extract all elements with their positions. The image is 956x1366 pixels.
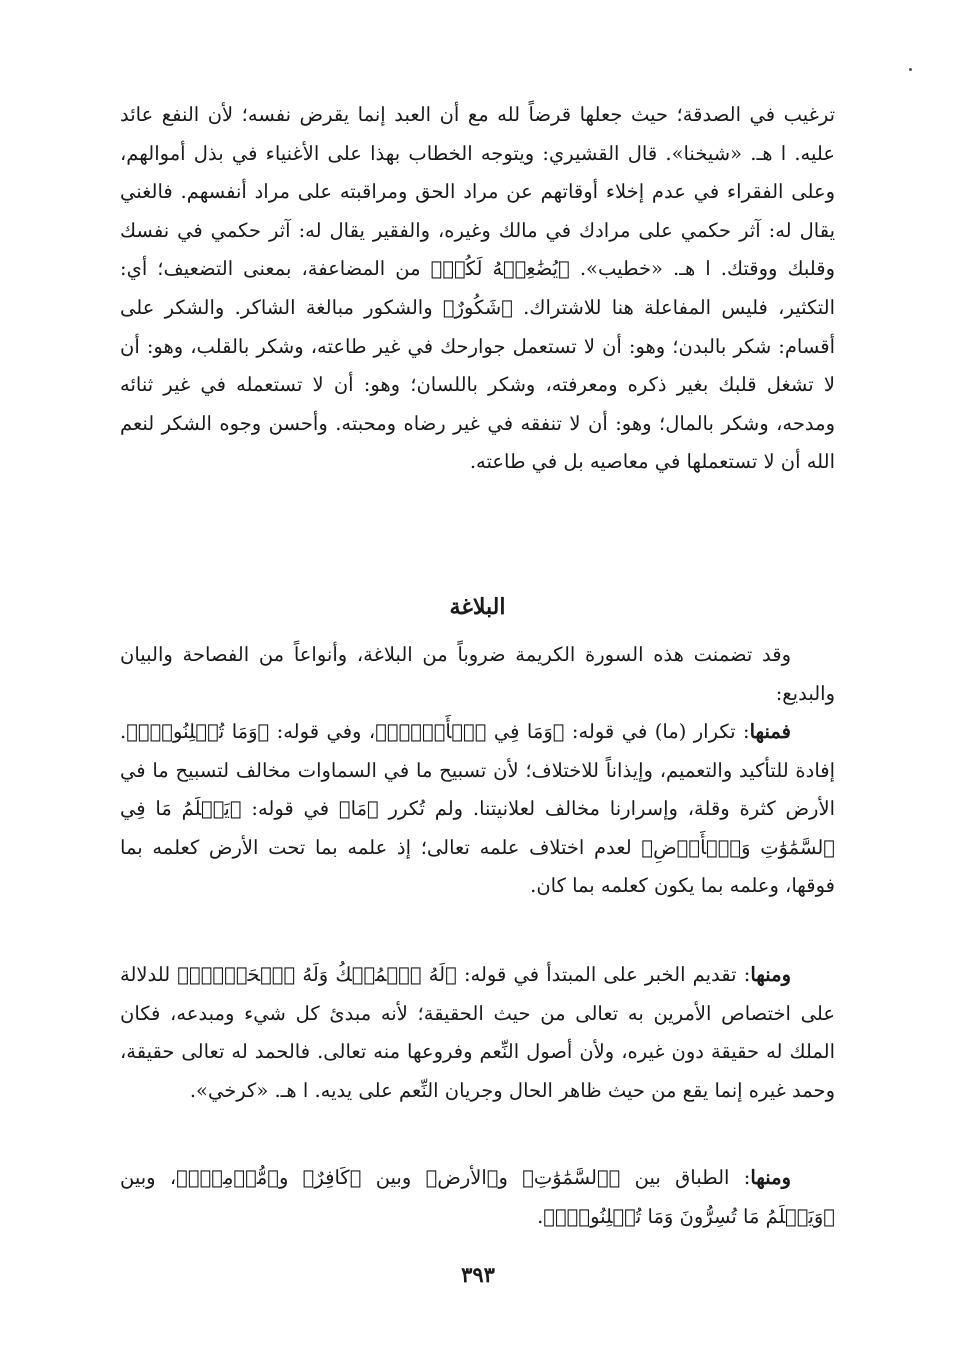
point-text: : تكرار (ما) في قوله: ﴿وَمَا فِي ٱلۡأَرۡضِۚ﴾، وفي قوله: ﴿وَمَا تُعۡلِنُونَۚ﴾. إفادة للتأكيد والتعميم، وإيذاناً للاختلاف؛ لأن تسبيح ما في السماوات مخالف لتسبيح ما في الأرض كثرة وقلة، وإسرارنا مخالف لعلانيتنا. ولم تُكرر ﴿مَا﴾ في قوله: ﴿يَعۡلَمُ مَا فِي ٱلسَّمَٰوَٰتِ وَٱلۡأَرۡضِ﴾ لعدم اختلاف علمه تعالى؛ إذ علمه بما تحت الأرض كعلمه بما فوقها، وعلمه بما يكون كعلمه بما كان. [120,720,835,898]
point-text: : الطباق بين ﴿ٱلسَّمَٰوَٰتِ﴾ و﴿الأرض﴾ وبين ﴿كَافِرٌ﴾ و﴿مُّؤۡمِنٌۚ﴾، وبين ﴿وَيَعۡلَمُ مَا تُسِرُّونَ وَمَا تُعۡلِنُونَۚ﴾. [120,1166,835,1228]
rhetoric-point-1 [120,713,835,906]
intro-paragraph: وقد تضمنت هذه السورة الكريمة ضروباً من البلاغة، وأنواعاً من الفصاحة والبيان والبديع: [120,643,835,705]
page-number: ٣٩٣ [461,1262,495,1287]
rhetoric-point-2 [120,956,835,1110]
point-lead: فمنها [749,720,791,743]
point-text: : تقديم الخبر على المبتدأ في قوله: ﴿لَهُ ٱلۡمُلۡكُ وَلَهُ ٱلۡحَمۡدُۖ﴾ للدلالة على اختصاص الأمرين به تعالى من حيث الحقيقة؛ لأنه مبدئ كل شيء ومبدعه، فكان الملك له حقيقة دون غيره، ولأن أصول النِّعم وفروعها منه تعالى. فالحمد له تعالى حقيقة، وحمد غيره إنما يقع من حيث ظاهر الحال وجريان النِّعم على يديه. ا هـ. «كرخي». [120,963,835,1102]
point-lead: ومنها [750,1166,791,1189]
scan-speck [909,68,912,71]
section-heading: البلاغة [449,594,506,620]
tafsir-paragraph: ترغيب في الصدقة؛ حيث جعلها قرضاً لله مع أن العبد إنما يقرض نفسه؛ لأن النفع عائد عليه. ا هـ. «شيخنا». قال القشيري: ويتوجه الخطاب بهذا على الأغنياء في بذل أموالهم، وعلى الفقراء في عدم إخلاء أوقاتهم عن مراد الحق ومراقبته على مراد أنفسهم. فالغني يقال له: آثر حكمي على مرادك في مالك وغيره، والفقير يقال له: آثر حكمي في نفسك وقلبك ووقتك. ا هـ. «خطيب». ﴿يُضَٰعِفۡهُ لَكُمۡ﴾ من المضاعفة، بمعنى التضعيف؛ أي: التكثير، فليس المفاعلة هنا للاشتراك. ﴿شَكُورٌ﴾ والشكور مبالغة الشاكر. والشكر على أقسام: شكر بالبدن؛ وهو: أن لا تستعمل جوارحك في غير طاعته، وشكر بالقلب، وهو: أن لا تشغل قلبك بغير ذكره ومعرفته، وشكر باللسان؛ وهو: أن لا تستعمله في غير ثنائه ومدحه، وشكر بالمال؛ وهو: أن لا تنفقه في غير رضاه ومحبته. وأحسن وجوه الشكر لنعم الله أن لا تستعملها في معاصيه بل في طاعته. [120,103,835,474]
point-lead: ومنها [750,963,791,986]
rhetoric-point-3 [120,1159,835,1236]
